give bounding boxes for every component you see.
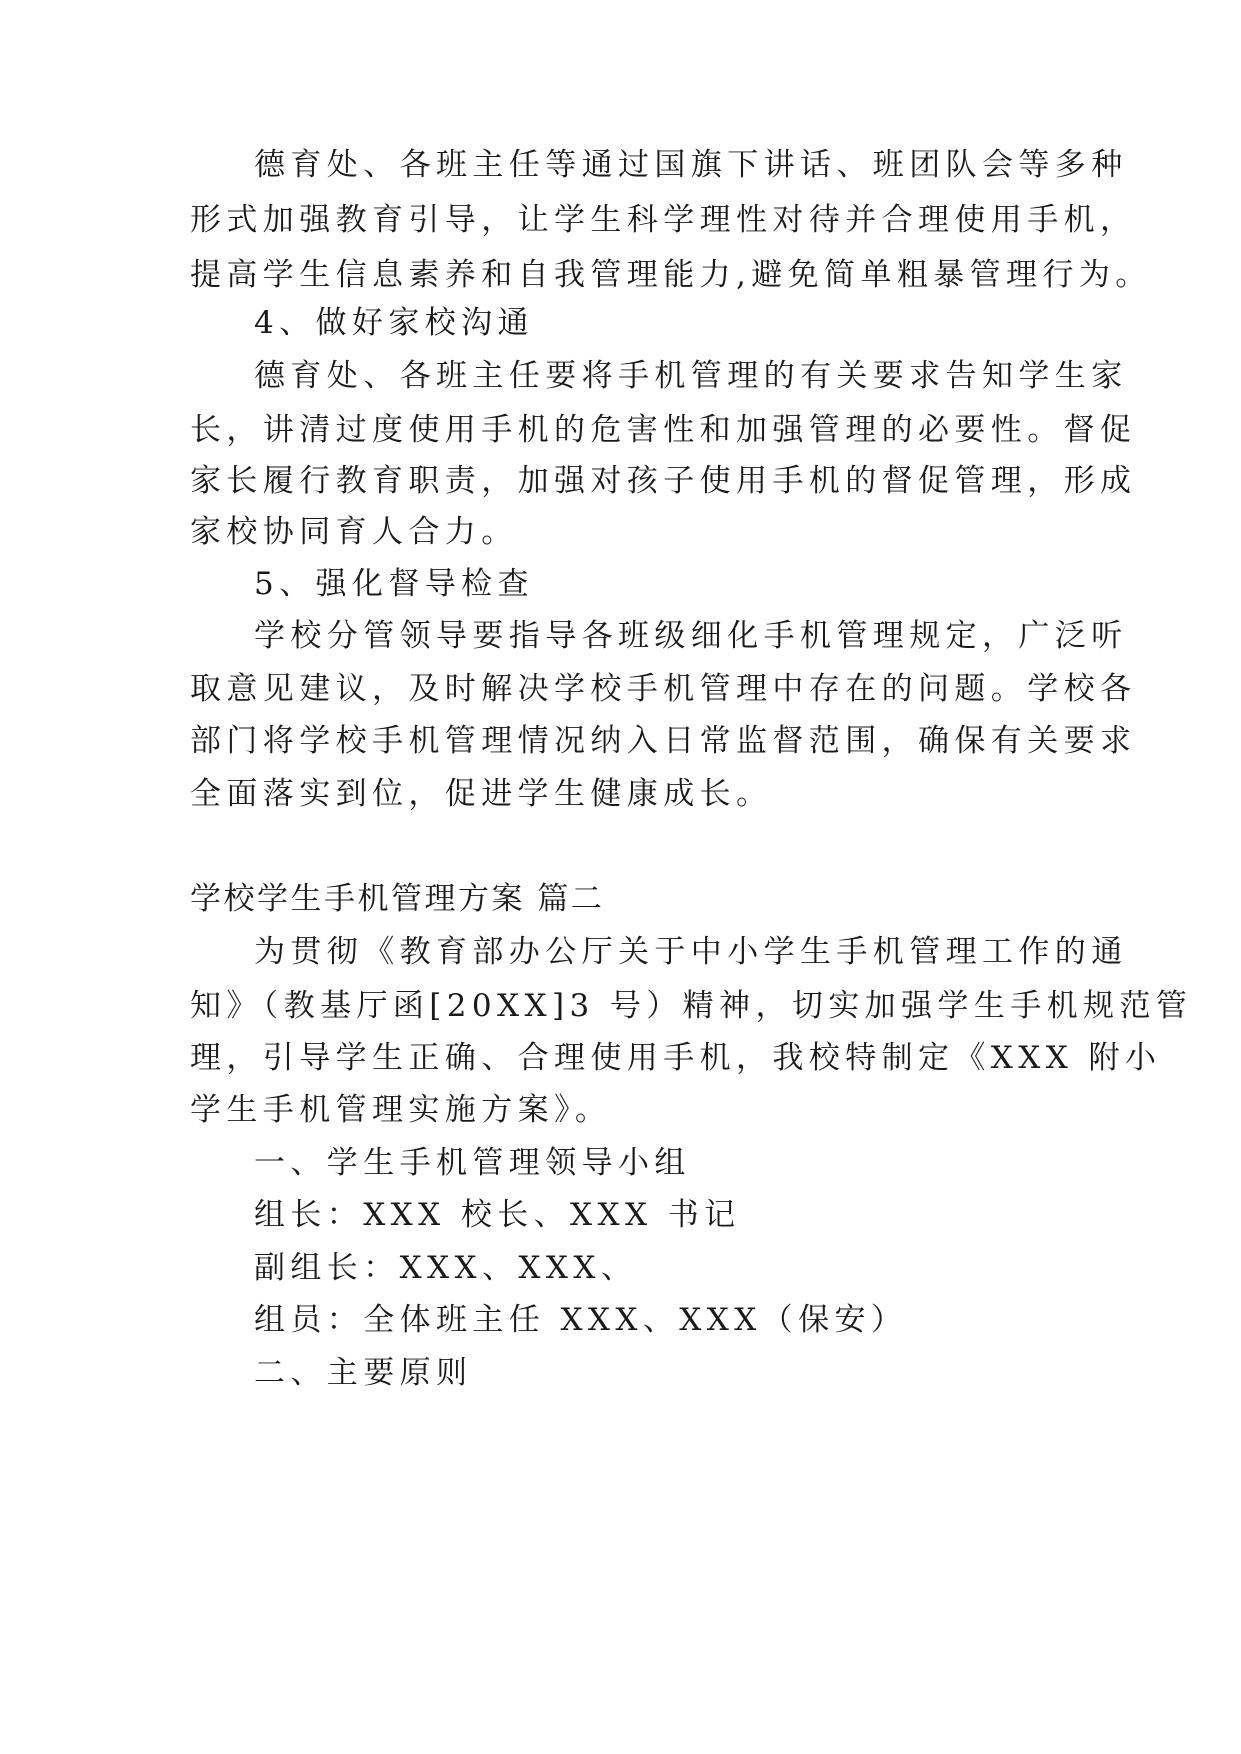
body-text-line: 学校分管领导要指导各班级细化手机管理规定，广泛听 — [254, 618, 1128, 654]
body-text-line: 组长：XXX 校长、XXX 书记 — [254, 1197, 741, 1233]
body-text-line: 学生手机管理实施方案》。 — [190, 1092, 612, 1128]
body-text-line: 部门将学校手机管理情况纳入日常监督范围，确保有关要求 — [190, 723, 1137, 759]
body-text-line: 组员：全体班主任 XXX、XXX（保安） — [254, 1302, 908, 1338]
body-text-line: 副组长：XXX、XXX、 — [254, 1250, 638, 1286]
body-text-line: 全面落实到位，促进学生健康成长。 — [190, 776, 773, 812]
body-text-line: 长，讲清过度使用手机的危害性和加强管理的必要性。督促 — [190, 412, 1137, 448]
body-text-line: 形式加强教育引导，让学生科学理性对待并合理使用手机， — [190, 202, 1137, 238]
body-text-line: 家校协同育人合力。 — [190, 514, 518, 550]
body-text-line: 德育处、各班主任要将手机管理的有关要求告知学生家 — [254, 358, 1128, 394]
body-text-line: 为贯彻《教育部办公厅关于中小学生手机管理工作的通 — [254, 934, 1128, 970]
body-text-line: 德育处、各班主任等通过国旗下讲话、班团队会等多种 — [254, 147, 1128, 183]
section-heading: 5、强化督导检查 — [254, 566, 534, 602]
document-section-title: 学校学生手机管理方案 篇二 — [190, 881, 605, 917]
body-text-line: 家长履行教育职责，加强对孩子使用手机的督促管理，形成 — [190, 463, 1137, 499]
section-heading: 4、做好家校沟通 — [254, 305, 534, 341]
section-heading: 一、学生手机管理领导小组 — [254, 1145, 691, 1181]
body-text-line: 理，引导学生正确、合理使用手机，我校特制定《XXX 附小 — [190, 1040, 1162, 1076]
body-text-line: 取意见建议，及时解决学校手机管理中存在的问题。学校各 — [190, 671, 1137, 707]
body-text-line: 知》（教基厅函[20XX]3 号）精神，切实加强学生手机规范管 — [190, 988, 1193, 1024]
section-heading: 二、主要原则 — [254, 1355, 473, 1391]
body-text-line: 提高学生信息素养和自我管理能力,避免简单粗暴管理行为。 — [190, 257, 1152, 293]
